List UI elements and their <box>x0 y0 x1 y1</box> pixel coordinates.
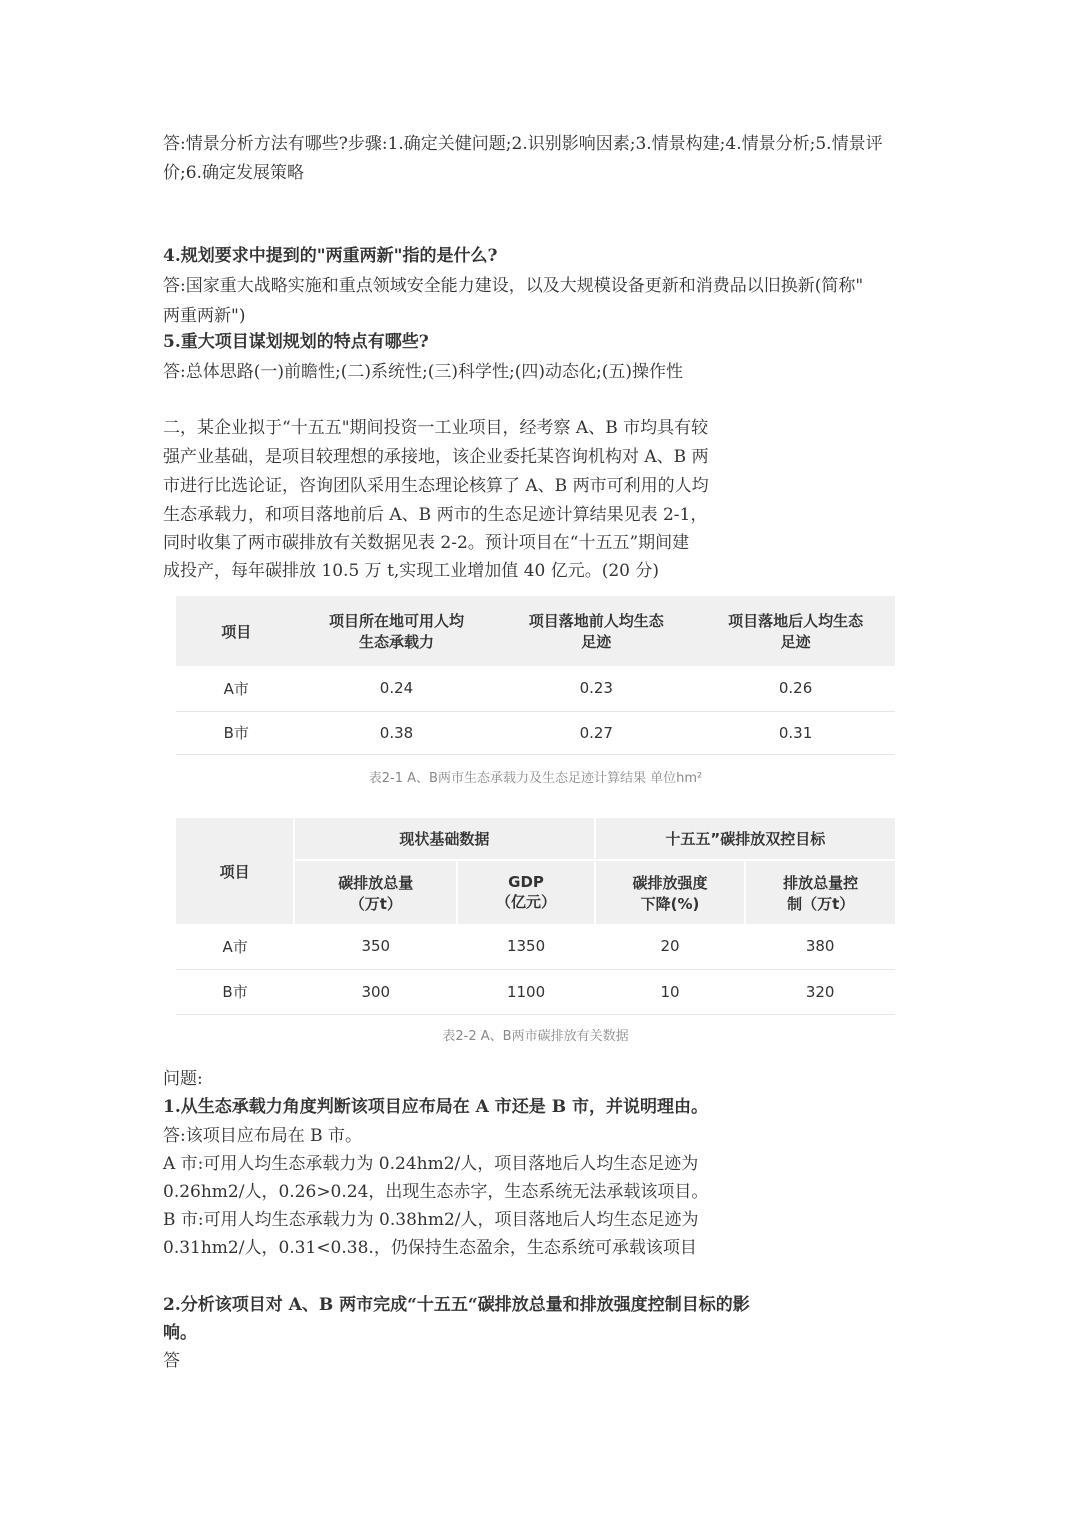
answer-1-line: B 市:可用人均生态承载力为 0.38hm2/人，项目落地后人均生态足迹为 <box>163 1210 699 1230</box>
case-line: 二，某企业拟于“十五五"期间投资一工业项目，经考察 A、B 市均具有较 <box>163 418 709 438</box>
question-4: 4.规划要求中提到的"两重两新"指的是什么? <box>163 246 498 266</box>
table-2-1-caption: 表2-1 A、B两市生态承载力及生态足迹计算结果 单位hm² <box>368 771 703 786</box>
question-1: 1.从生态承载力角度判断该项目应布局在 A 市还是 B 市，并说明理由。 <box>163 1097 708 1117</box>
cell: 0.38 <box>297 711 497 754</box>
cell: 300 <box>294 969 457 1014</box>
case-line: 生态承载力，和项目落地前后 A、B 两市的生态足迹计算结果见表 2-1， <box>163 505 708 525</box>
case-line: 成投产，每年碳排放 10.5 万 t,实现工业增加值 40 亿元。(20 分) <box>163 561 660 581</box>
table-row <box>176 711 895 754</box>
table-header-row <box>176 596 895 666</box>
answer-1-line: A 市:可用人均生态承载力为 0.24hm2/人，项目落地后人均生态足迹为 <box>163 1154 699 1174</box>
header-item: 项目 <box>176 818 294 924</box>
answer-1-line: 0.31hm2/人，0.31<0.38.，仍保持生态盈余，生态系统可承载该项目 <box>163 1238 697 1258</box>
cell: 380 <box>745 924 895 969</box>
table-row <box>176 924 895 969</box>
header-total-emission: 碳排放总量 （万t） <box>294 860 457 924</box>
table-2-2-caption: 表2-2 A、B两市碳排放有关数据 <box>442 1029 629 1044</box>
cell: 0.27 <box>496 711 696 754</box>
header-group-base: 现状基础数据 <box>294 818 595 860</box>
table-row <box>176 969 895 1014</box>
header-intensity-drop: 碳排放强度 下降(%) <box>595 860 746 924</box>
cell: 0.24 <box>297 666 497 711</box>
cell: 1350 <box>457 924 594 969</box>
questions-label: 问题: <box>163 1069 203 1089</box>
cell: 0.23 <box>496 666 696 711</box>
answer-5: 答:总体思路(一)前瞻性;(二)系统性;(三)科学性;(四)动态化;(五)操作性 <box>163 362 683 382</box>
table-group-header-row <box>176 818 895 860</box>
case-line: 市进行比选论证，咨询团队采用生态理论核算了 A、B 两市可利用的人均 <box>163 476 709 496</box>
answer-2-label: 答 <box>163 1351 180 1371</box>
question-2-line-1: 2.分析该项目对 A、B 两市完成“十五五“碳排放总量和排放强度控制目标的影 <box>163 1295 750 1315</box>
case-line: 同时收集了两市碳排放有关数据见表 2-2。预计项目在“十五五”期间建 <box>163 533 690 553</box>
answer-1-line: 答:该项目应布局在 B 市。 <box>163 1126 363 1146</box>
table-row <box>176 666 895 711</box>
cell: 1100 <box>457 969 594 1014</box>
case-line: 强产业基础，是项目较理想的承接地，该企业委托某咨询机构对 A、B 两 <box>163 447 709 467</box>
header-gdp: GDP （亿元） <box>457 860 594 924</box>
header-before: 项目落地前人均生态 足迹 <box>496 596 696 666</box>
cell: 20 <box>595 924 746 969</box>
header-after: 项目落地后人均生态 足迹 <box>696 596 895 666</box>
header-item: 项目 <box>176 596 297 666</box>
cell: 320 <box>745 969 895 1014</box>
answer-line: 价;6.确定发展策略 <box>163 163 304 183</box>
cell: 350 <box>294 924 457 969</box>
table-2-1 <box>176 596 895 755</box>
cell: A市 <box>176 924 294 969</box>
cell: B市 <box>176 711 297 754</box>
cell: 10 <box>595 969 746 1014</box>
answer-4-line-2: 两重两新") <box>163 306 246 326</box>
header-group-target: 十五五”碳排放双控目标 <box>595 818 895 860</box>
header-capacity: 项目所在地可用人均 生态承载力 <box>297 596 497 666</box>
cell: 0.26 <box>696 666 895 711</box>
question-2-line-2: 响。 <box>163 1323 197 1343</box>
answer-line: 答:情景分析方法有哪些?步骤:1.确定关健问题;2.识别影响因素;3.情景构建;4.情景分析;5.情景评 <box>163 134 883 154</box>
cell: A市 <box>176 666 297 711</box>
header-total-control: 排放总量控 制（万t） <box>745 860 895 924</box>
cell: 0.31 <box>696 711 895 754</box>
answer-4-line-1: 答:国家重大战略实施和重点领域安全能力建设，以及大规模设备更新和消费品以旧换新(简称" <box>163 276 864 296</box>
cell: B市 <box>176 969 294 1014</box>
question-5: 5.重大项目谋划规划的特点有哪些? <box>163 332 429 352</box>
table-2-2 <box>176 818 895 1015</box>
answer-1-line: 0.26hm2/人，0.26>0.24，出现生态赤字，生态系统无法承载该项目。 <box>163 1182 709 1202</box>
